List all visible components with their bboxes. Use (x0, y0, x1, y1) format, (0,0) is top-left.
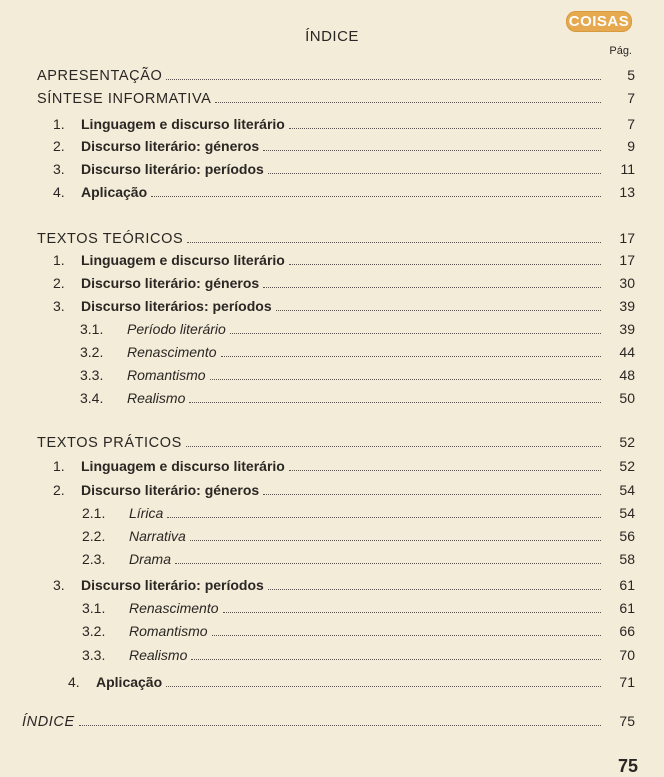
dot-leader (221, 355, 602, 357)
toc-entry[interactable] (53, 113, 635, 135)
toc-entry-page: 56 (619, 528, 635, 544)
toc-entry-page: 39 (619, 321, 635, 337)
toc-entry-number: 4. (68, 674, 80, 690)
toc-entry-number: 3.2. (80, 344, 104, 360)
toc-entry-page: 61 (619, 577, 635, 593)
toc-entry-page: 44 (619, 344, 635, 360)
toc-entry-page: 70 (619, 647, 635, 663)
toc-entry-label: Romantismo (127, 367, 206, 383)
toc-entry-number: 1. (53, 116, 65, 132)
toc-entry-sintese[interactable] (37, 87, 635, 109)
page-column-label: Pág. (609, 45, 632, 57)
toc-entry-label: Linguagem e discurso literário (81, 116, 285, 132)
toc-entry-label: Narrativa (129, 528, 186, 544)
toc-entry-label: Renascimento (127, 344, 217, 360)
toc-entry-label: Aplicação (81, 184, 148, 200)
dot-leader (186, 445, 601, 447)
toc-entry-page: 71 (619, 674, 635, 690)
dot-leader (210, 378, 601, 380)
toc-entry-number: 4. (53, 184, 65, 200)
publisher-badge: COISAS (566, 11, 632, 32)
toc-entry-number: 2.1. (82, 505, 106, 521)
dot-leader (151, 195, 601, 197)
toc-entry-page: 5 (627, 67, 635, 83)
toc-entry-number: 2. (53, 138, 65, 154)
dot-leader (167, 516, 601, 518)
dot-leader (175, 562, 601, 564)
toc-entry-page: 7 (627, 90, 635, 106)
toc-entry-label: Discurso literário: períodos (81, 577, 264, 593)
dot-leader (215, 101, 601, 103)
dot-leader (268, 172, 601, 174)
dot-leader (166, 685, 601, 687)
toc-entry-label: Realismo (127, 390, 186, 406)
toc-entry[interactable] (53, 574, 635, 596)
dot-leader (268, 588, 601, 590)
toc-entry[interactable] (53, 158, 635, 180)
toc-entry-label: Período literário (127, 321, 226, 337)
toc-entry-number: 3.2. (82, 623, 106, 639)
dot-leader (191, 658, 601, 660)
toc-entry-page: 9 (627, 138, 635, 154)
toc-entry-page: 54 (619, 482, 635, 498)
toc-entry[interactable] (68, 671, 635, 693)
toc-entry-label: Discurso literário: géneros (81, 275, 260, 291)
dot-leader (276, 309, 601, 311)
toc-entry[interactable] (53, 455, 635, 477)
toc-entry-page: 30 (619, 275, 635, 291)
toc-subentry[interactable] (80, 387, 635, 409)
toc-entry-label: Discurso literário: períodos (81, 161, 264, 177)
toc-entry-page: 54 (619, 505, 635, 521)
toc-entry-page: 50 (619, 390, 635, 406)
dot-leader (289, 127, 601, 129)
toc-entry-page: 7 (627, 116, 635, 132)
toc-entry-number: 3. (53, 161, 65, 177)
toc-entry-label: APRESENTAÇÃO (37, 68, 163, 84)
toc-entry-number: 2.3. (82, 551, 106, 567)
toc-subentry[interactable] (82, 620, 635, 642)
toc-subentry[interactable] (82, 502, 635, 524)
toc-entry-label: Linguagem e discurso literário (81, 252, 285, 268)
page-number: 75 (618, 756, 639, 776)
toc-entry-number: 3.1. (80, 321, 104, 337)
toc-subentry[interactable] (80, 341, 635, 363)
page-title: ÍNDICE (305, 28, 359, 45)
toc-entry[interactable] (53, 295, 635, 317)
toc-entry-page: 17 (619, 252, 635, 268)
toc-subentry[interactable] (80, 364, 635, 386)
toc-entry-number: 2. (53, 275, 65, 291)
toc-entry-page: 61 (619, 600, 635, 616)
toc-entry-textos-teoricos[interactable] (37, 227, 635, 249)
toc-entry-number: 1. (53, 252, 65, 268)
toc-entry-textos-praticos[interactable] (37, 431, 635, 453)
toc-subentry[interactable] (82, 525, 635, 547)
toc-entry-label: TEXTOS TEÓRICOS (37, 231, 184, 247)
toc-entry-page: 48 (619, 367, 635, 383)
dot-leader (187, 241, 601, 243)
toc-entry-number: 3. (53, 298, 65, 314)
toc-entry-label: Realismo (129, 647, 188, 663)
toc-entry-label: Discurso literário: géneros (81, 482, 260, 498)
dot-leader (212, 634, 601, 636)
dot-leader (189, 401, 601, 403)
toc-entry-label: Discurso literários: períodos (81, 298, 272, 314)
toc-entry-label: Renascimento (129, 600, 219, 616)
dot-leader (289, 263, 601, 265)
toc-entry-page: 13 (619, 184, 635, 200)
toc-subentry[interactable] (82, 597, 635, 619)
toc-entry-apresentacao[interactable] (37, 64, 635, 86)
toc-subentry[interactable] (82, 644, 635, 666)
toc-entry-label: TEXTOS PRÁTICOS (37, 435, 182, 451)
toc-entry-label: Linguagem e discurso literário (81, 458, 285, 474)
toc-entry-label: Lírica (129, 505, 164, 521)
toc-entry-label: ÍNDICE (22, 714, 75, 730)
dot-leader (190, 539, 601, 541)
dot-leader (223, 611, 602, 613)
toc-entry-page: 11 (620, 161, 635, 177)
toc-entry[interactable] (53, 479, 635, 501)
toc-entry-number: 2.2. (82, 528, 106, 544)
dot-leader (263, 149, 601, 151)
toc-entry-label: Romantismo (129, 623, 208, 639)
dot-leader (230, 332, 601, 334)
toc-entry[interactable] (53, 249, 635, 271)
toc-entry-page: 58 (619, 551, 635, 567)
toc-subentry[interactable] (80, 318, 635, 340)
toc-entry-page: 75 (619, 713, 635, 729)
toc-entry-page: 39 (619, 298, 635, 314)
toc-entry-page: 17 (619, 230, 635, 246)
toc-entry-number: 3.3. (80, 367, 104, 383)
toc-entry-number: 3. (53, 577, 65, 593)
dot-leader (166, 78, 601, 80)
toc-entry-page: 66 (619, 623, 635, 639)
toc-entry-page: 52 (619, 434, 635, 450)
toc-subentry[interactable] (82, 548, 635, 570)
toc-entry-number: 3.1. (82, 600, 106, 616)
toc-entry-number: 1. (53, 458, 65, 474)
toc-entry[interactable] (53, 272, 635, 294)
toc-entry-label: Aplicação (96, 674, 163, 690)
toc-entry-label: Discurso literário: géneros (81, 138, 260, 154)
dot-leader (289, 469, 601, 471)
dot-leader (79, 724, 601, 726)
toc-entry[interactable] (53, 181, 635, 203)
toc-entry[interactable] (53, 135, 635, 157)
toc-entry-number: 3.3. (82, 647, 106, 663)
toc-entry-label: Drama (129, 551, 172, 567)
toc-entry-page: 52 (619, 458, 635, 474)
toc-entry-indice[interactable] (22, 710, 635, 732)
toc-entry-label: SÍNTESE INFORMATIVA (37, 91, 212, 107)
toc-entry-number: 2. (53, 482, 65, 498)
toc-entry-number: 3.4. (80, 390, 104, 406)
dot-leader (263, 286, 601, 288)
dot-leader (263, 493, 601, 495)
